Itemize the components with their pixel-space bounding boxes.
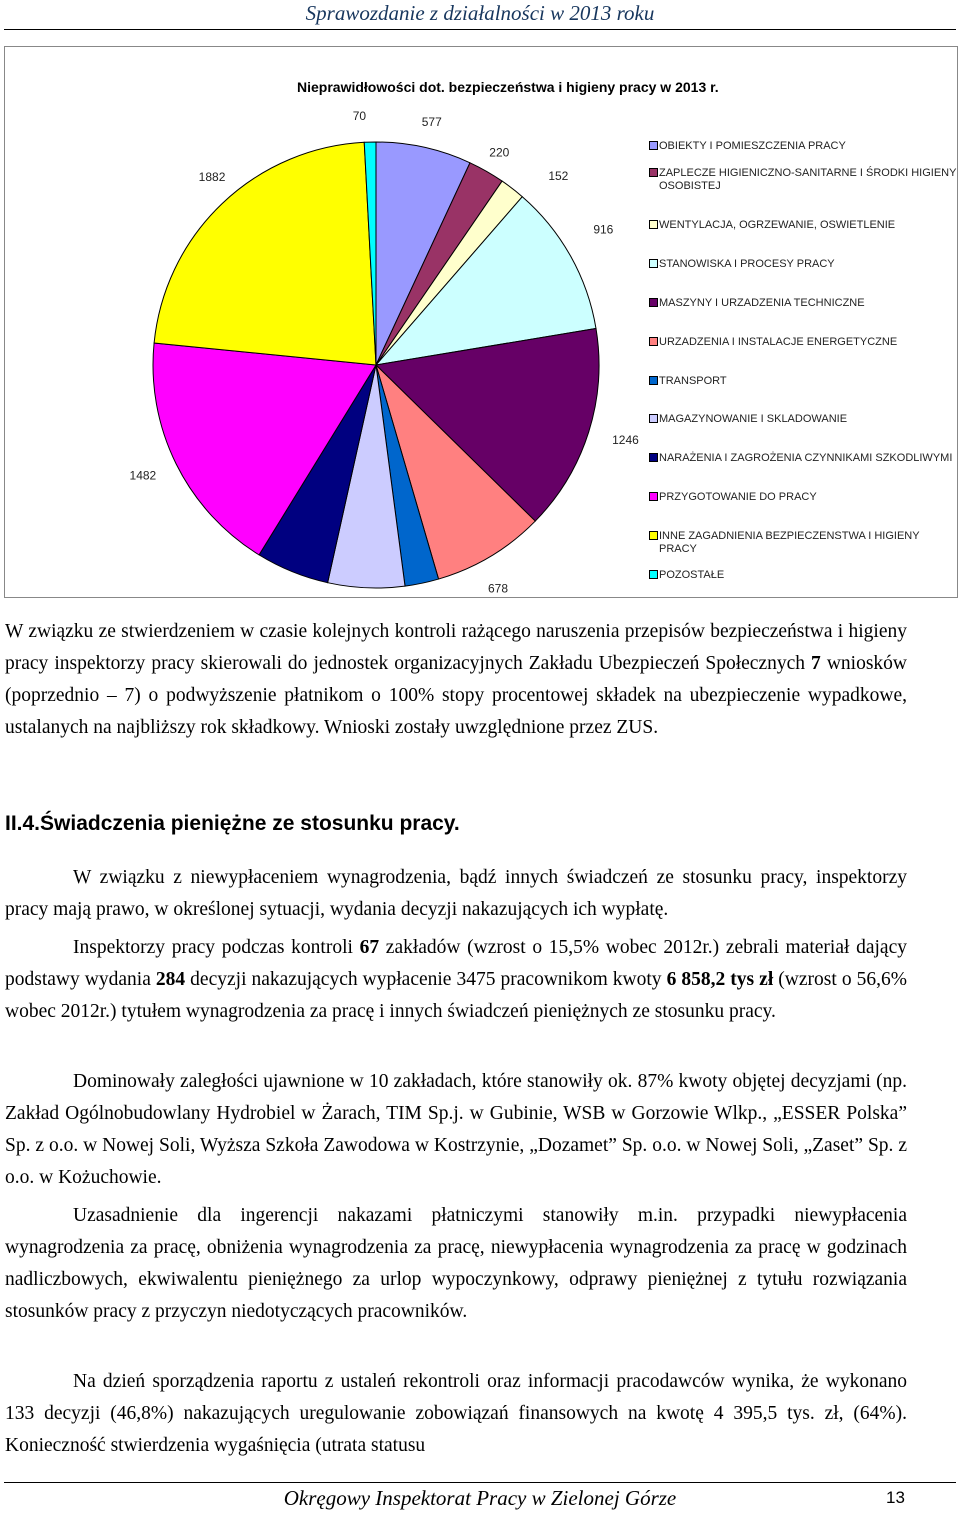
legend-swatch [649,492,658,501]
legend-swatch [649,531,658,540]
pie-data-label: 577 [421,114,442,129]
legend-label: MAGAZYNOWANIE I SKLADOWANIE [659,413,848,425]
para6-text: Na dzień sporządzenia raportu z ustaleń rekontroli oraz informacji pracodawców wynika, że wykonano 133 decyzji (46,8%) nakazujących uregulowanie zobowiązań finansowych na kwotę 4 395,5 tys. zł, (64%). Konieczność stwierdzenia wygaśnięcia (utrata statusu [5,1371,907,1456]
legend-label: ZAPLECZE HIGIENICZNO-SANITARNE I ŚRODKI HIGIENY OSOBISTEJ [659,167,957,192]
pie-chart-frame [4,46,958,598]
para1-text: W związku ze stwierdzeniem w czasie kolejnych kontroli rażącego naruszenia przepisów bezpieczeństwa i higieny pracy inspektorzy pracy skierowali do jednostek organizacyjnych Zakładu Ubezpieczeń Społecznych [5,621,907,674]
paragraph-uzasadnienie [5,1200,907,1328]
paragraph-zaleglosci [5,1066,907,1194]
pie-chart [5,47,645,599]
pie-data-label: 220 [489,145,510,160]
paragraph-zus-wnioski [5,616,907,744]
para2-text: W związku z niewypłaceniem wynagrodzenia, bądź innych świadczeń ze stosunku pracy, inspektorzy pracy mają prawo, w określonej sytuacji, wydania decyzji nakazujących ich wypłatę. [5,867,907,920]
footer-divider [4,1482,956,1483]
legend-swatch [649,298,658,307]
legend-swatch [649,414,658,423]
para3-b1: 67 [359,937,380,958]
para3-b2: 284 [155,969,186,990]
legend-label: STANOWISKA I PROCESY PRACY [659,258,835,270]
legend-swatch [649,453,658,462]
pie-data-label: 70 [352,109,367,124]
legend-label: POZOSTAŁE [659,569,725,581]
legend-label: INNE ZAGADNIENIA BEZPIECZENSTWA I HIGIENY PRACY [659,530,920,555]
legend-label: URZADZENIA I INSTALACJE ENERGETYCZNE [659,336,898,348]
header-divider [4,29,956,30]
legend-label: PRZYGOTOWANIE DO PRACY [659,491,817,503]
para3-t3: decyzji nakazujących wypłacenie 3475 pracownikom kwoty [185,969,667,990]
para3-b3: 6 858,2 tys zł [666,969,774,990]
page-number: 13 [886,1488,905,1507]
paragraph-rekontrole [5,1366,907,1462]
pie-slice [154,142,376,365]
para1-text2: wniosków (poprzednio – 7) o podwyższenie płatnikom o 100% stopy procentowej składek na ubezpieczenie wypadkowe, ustalanych na najbliższy rok składkowy. Wnioski zostały uwzględnione przez ZUS. [5,653,907,738]
pie-data-label: 916 [593,222,614,237]
para1-bold: 7 [811,653,821,674]
paragraph-kontrole [5,932,907,1028]
pie-data-label: 1246 [612,432,639,447]
legend-label: MASZYNY I URZADZENIA TECHNICZNE [659,297,865,309]
para4-text: Dominowały zaległości ujawnione w 10 zakładach, które stanowiły ok. 87% kwoty objętej decyzjami (np. Zakład Ogólnobudowlany Hydrobiel w Żarach, TIM Sp.j. w Gubinie, WSB w Gorzowie Wlkp., „ESSER Polska” Sp. z o.o. w Nowej Soli, Wyższa Szkoła Zawodowa w Kostrzynie, „Dozamet” Sp. o.o. w Nowej Soli, „Zaset” Sp. z o.o. w Kożuchowie. [5,1071,907,1188]
legend-swatch [649,570,658,579]
legend-swatch [649,259,658,268]
legend-swatch [649,337,658,346]
pie-data-label: 1882 [198,169,226,184]
legend-swatch [649,168,658,177]
pie-data-label: 1482 [129,468,157,483]
legend-swatch [649,220,658,229]
legend-swatch [649,141,658,150]
para3-t4: (wzrost o 56,6% wobec 2012r.) tytułem wynagrodzenia za pracę i innych świadczeń pieniężnych ze stosunku pracy. [5,969,907,1022]
para3-t1: Inspektorzy pracy podczas kontroli [73,937,360,958]
para5-text: Uzasadnienie dla ingerencji nakazami płatniczymi stanowiły m.in. przypadki niewypłacenia wynagrodzenia za pracę, obniżenia wynagrodzenia za pracę, niewypłacenia wynagrodzenia za pracę w godzinach nadliczbowych, ekwiwalentu pieniężnego za urlop wypoczynkowy, odprawy pieniężnej z tytułu rozwiązania stosunków pracy z przyczyn niedotyczących pracowników. [5,1205,907,1322]
legend-label: WENTYLACJA, OGRZEWANIE, OSWIETLENIE [659,219,896,231]
section-heading: II.4.Świadczenia pieniężne ze stosunku pracy. [5,812,460,835]
para3-t2: zakładów (wzrost o 15,5% wobec 2012r.) zebrali materiał dający podstawy wydania [5,937,907,990]
header-title: Sprawozdanie z działalności w 2013 roku [305,1,655,25]
chart-title: Nieprawidłowości dot. bezpieczeństwa i higieny pracy w 2013 r. [297,79,719,95]
pie-data-label: 678 [487,581,509,596]
legend-label: NARAŻENIA I ZAGROŻENIA CZYNNIKAMI SZKODLIWYMI [659,452,953,464]
legend-label: TRANSPORT [659,375,727,387]
footer-text: Okręgowy Inspektorat Pracy w Zielonej Górze [283,1486,677,1510]
pie-data-label: 152 [548,169,569,184]
legend-swatch [649,376,658,385]
paragraph-uprawnienia [5,862,907,926]
legend-label: OBIEKTY I POMIESZCZENIA PRACY [659,140,846,152]
